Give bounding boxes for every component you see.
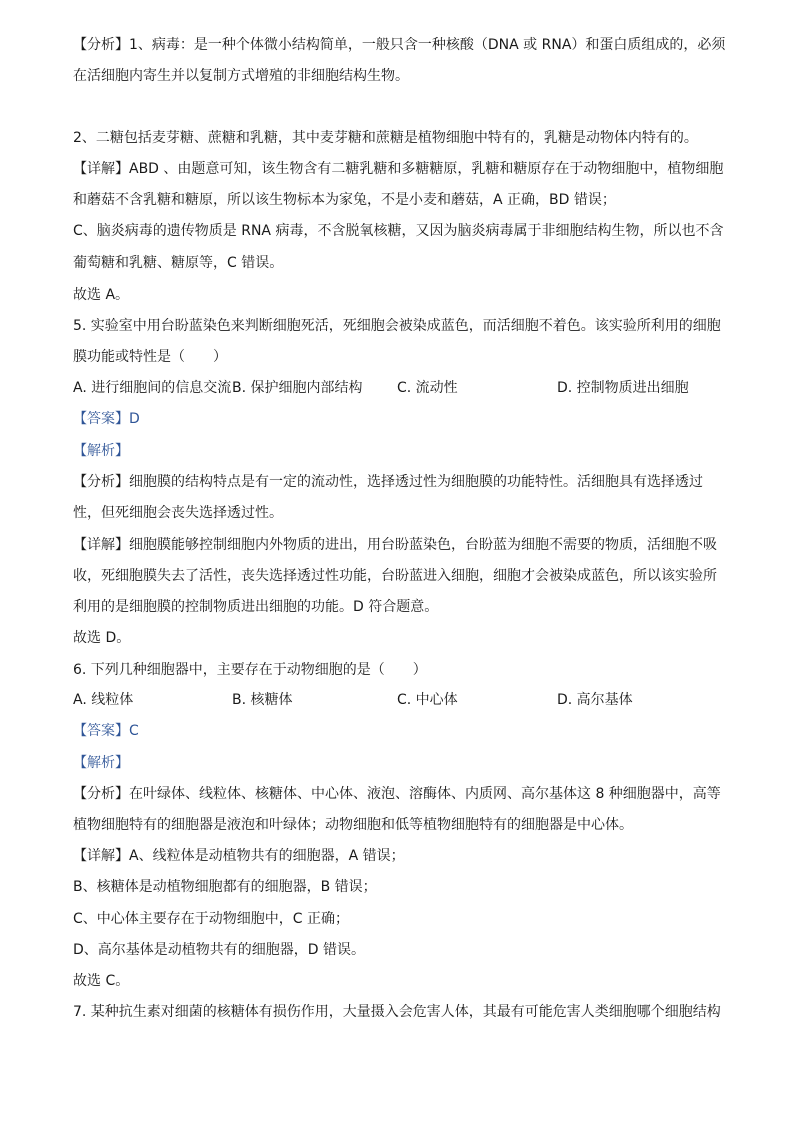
text-line: C、中心体主要存在于动物细胞中，C 正确； — [73, 911, 349, 927]
text-line: 收，死细胞膜失去了活性，丧失选择透过性功能，台盼蓝进入细胞，细胞才会被染成蓝色，所以该实验所 — [73, 568, 717, 584]
text-line: 【详解】A、线粒体是动植物共有的细胞器，A 错误； — [73, 848, 405, 864]
text-line: 2、二糖包括麦芽糖、蔗糖和乳糖，其中麦芽糖和蔗糖是植物细胞中特有的，乳糖是动物体内特有的。 — [73, 130, 698, 146]
option-b: B. 核糖体 — [232, 692, 293, 708]
text-line: 性，但死细胞会丧失选择透过性。 — [73, 505, 283, 521]
option-b: B. 保护细胞内部结构 — [232, 380, 363, 396]
text-line: 【分析】细胞膜的结构特点是有一定的流动性，选择透过性为细胞膜的功能特性。活细胞具有选择透过 — [73, 474, 703, 490]
analysis-heading: 【解析】 — [73, 755, 129, 771]
option-d: D. 高尔基体 — [557, 692, 633, 708]
text-line: 故选 D。 — [73, 630, 131, 646]
text-line: 葡萄糖和乳糖、糖原等，C 错误。 — [73, 255, 284, 271]
text-line: 【分析】1、病毒：是一种个体微小结构简单，一般只含一种核酸（DNA 或 RNA）和蛋白质组成的，必须 — [73, 37, 726, 53]
answer-label: 【答案】D — [73, 411, 140, 427]
text-line: D、高尔基体是动植物共有的细胞器，D 错误。 — [73, 942, 366, 958]
text-line: 在活细胞内寄生并以复制方式增殖的非细胞结构生物。 — [73, 68, 409, 84]
text-line: 植物细胞特有的细胞器是液泡和叶绿体；动物细胞和低等植物细胞特有的细胞器是中心体。 — [73, 817, 633, 833]
question-stem: 7. 某种抗生素对细菌的核糖体有损伤作用，大量摄入会危害人体，其最有可能危害人类细胞哪个细胞结构 — [73, 1004, 721, 1020]
option-c: C. 流动性 — [397, 380, 458, 396]
option-a: A. 进行细胞间的信息交流 — [73, 380, 232, 396]
question-stem: 6. 下列几种细胞器中，主要存在于动物细胞的是（ ） — [73, 662, 427, 678]
question-stem: 膜功能或特性是（ ） — [73, 349, 227, 365]
text-line: B、核糖体是动植物细胞都有的细胞器，B 错误； — [73, 879, 377, 895]
option-a: A. 线粒体 — [73, 692, 134, 708]
text-line: 利用的是细胞膜的控制物质进出细胞的功能。D 符合题意。 — [73, 599, 439, 615]
option-d: D. 控制物质进出细胞 — [557, 380, 689, 396]
text-line: 和蘑菇不含乳糖和糖原，所以该生物标本为家兔，不是小麦和蘑菇，A 正确，BD 错误； — [73, 192, 616, 208]
text-line: 故选 A。 — [73, 287, 130, 303]
analysis-heading: 【解析】 — [73, 443, 129, 459]
text-line: 故选 C。 — [73, 973, 130, 989]
text-line: 【分析】在叶绿体、线粒体、核糖体、中心体、液泡、溶酶体、内质网、高尔基体这 8 种细胞器中，高等 — [73, 786, 721, 802]
text-line: 【详解】细胞膜能够控制细胞内外物质的进出，用台盼蓝染色，台盼蓝为细胞不需要的物质，活细胞不吸 — [73, 537, 717, 553]
option-c: C. 中心体 — [397, 692, 458, 708]
text-line: 【详解】ABD 、由题意可知，该生物含有二糖乳糖和多糖糖原，乳糖和糖原存在于动物细胞中，植物细胞 — [73, 161, 724, 177]
answer-label: 【答案】C — [73, 723, 139, 739]
question-stem: 5. 实验室中用台盼蓝染色来判断细胞死活，死细胞会被染成蓝色，而活细胞不着色。该实验所利用的细胞 — [73, 318, 721, 334]
text-line: C、脑炎病毒的遗传物质是 RNA 病毒，不含脱氧核糖，又因为脑炎病毒属于非细胞结构生物，所以也不含 — [73, 223, 724, 239]
